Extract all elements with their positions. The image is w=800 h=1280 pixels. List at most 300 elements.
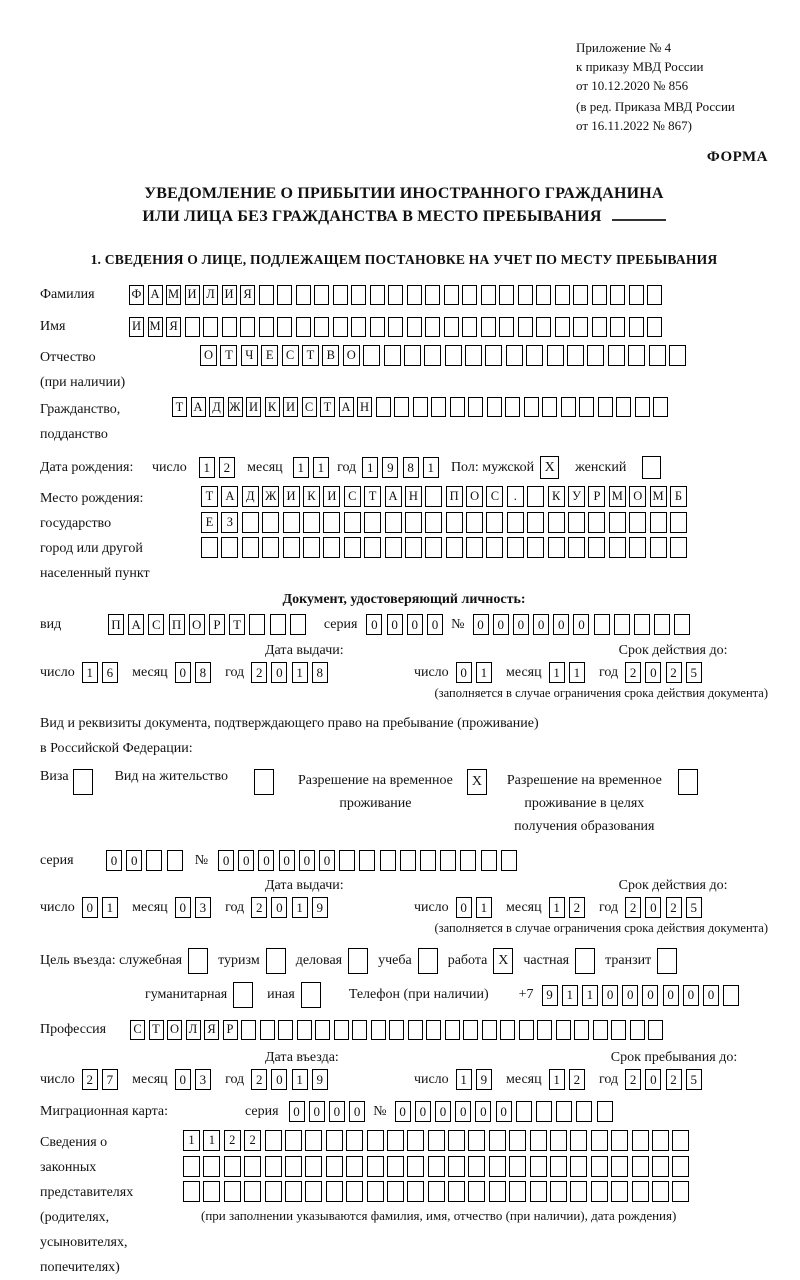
char-cell[interactable]: 3 bbox=[195, 897, 211, 918]
char-cell[interactable]: 0 bbox=[407, 614, 423, 635]
char-cell[interactable] bbox=[315, 1020, 330, 1040]
char-cell[interactable] bbox=[346, 1156, 363, 1177]
char-cell[interactable] bbox=[524, 397, 539, 417]
char-cell[interactable] bbox=[629, 317, 644, 337]
char-cell[interactable]: Я bbox=[240, 285, 255, 305]
char-cell[interactable] bbox=[428, 1181, 445, 1202]
char-cell[interactable] bbox=[550, 1130, 567, 1151]
birth-place-row3-cells[interactable] bbox=[201, 537, 690, 558]
char-cell[interactable] bbox=[507, 512, 524, 533]
char-cell[interactable]: З bbox=[221, 512, 238, 533]
char-cell[interactable]: 0 bbox=[475, 1101, 491, 1122]
char-cell[interactable]: Т bbox=[220, 345, 237, 366]
char-cell[interactable] bbox=[241, 1020, 256, 1040]
char-cell[interactable] bbox=[363, 345, 380, 366]
char-cell[interactable] bbox=[431, 397, 446, 417]
char-cell[interactable]: 0 bbox=[175, 1069, 191, 1090]
char-cell[interactable] bbox=[632, 1181, 649, 1202]
char-cell[interactable] bbox=[489, 1156, 506, 1177]
char-cell[interactable]: Ч bbox=[241, 345, 258, 366]
char-cell[interactable]: Р bbox=[209, 614, 225, 635]
id-number-cells[interactable] bbox=[473, 614, 695, 635]
char-cell[interactable] bbox=[573, 285, 588, 305]
char-cell[interactable] bbox=[446, 537, 463, 558]
char-cell[interactable]: 2 bbox=[224, 1130, 241, 1151]
purpose-transit-checkbox[interactable] bbox=[657, 948, 677, 974]
char-cell[interactable] bbox=[351, 317, 366, 337]
id-series-cells[interactable] bbox=[366, 614, 447, 635]
char-cell[interactable]: О bbox=[200, 345, 217, 366]
char-cell[interactable] bbox=[407, 285, 422, 305]
char-cell[interactable] bbox=[654, 614, 670, 635]
char-cell[interactable] bbox=[221, 537, 238, 558]
char-cell[interactable] bbox=[334, 1020, 349, 1040]
char-cell[interactable] bbox=[463, 1020, 478, 1040]
char-cell[interactable]: 0 bbox=[395, 1101, 411, 1122]
char-cell[interactable]: 0 bbox=[602, 985, 618, 1006]
char-cell[interactable] bbox=[425, 285, 440, 305]
citizenship-cells[interactable] bbox=[172, 397, 672, 417]
char-cell[interactable]: 0 bbox=[271, 1069, 287, 1090]
char-cell[interactable]: 2 bbox=[251, 897, 267, 918]
profession-cells[interactable] bbox=[130, 1020, 667, 1040]
char-cell[interactable]: 0 bbox=[663, 985, 679, 1006]
char-cell[interactable]: 9 bbox=[382, 457, 398, 478]
char-cell[interactable]: С bbox=[130, 1020, 145, 1040]
char-cell[interactable] bbox=[650, 537, 667, 558]
char-cell[interactable] bbox=[481, 285, 496, 305]
char-cell[interactable] bbox=[609, 512, 626, 533]
char-cell[interactable]: 0 bbox=[456, 897, 472, 918]
char-cell[interactable]: О bbox=[167, 1020, 182, 1040]
char-cell[interactable]: К bbox=[265, 397, 280, 417]
char-cell[interactable] bbox=[505, 397, 520, 417]
char-cell[interactable] bbox=[404, 345, 421, 366]
char-cell[interactable] bbox=[500, 1020, 515, 1040]
char-cell[interactable] bbox=[314, 285, 329, 305]
char-cell[interactable] bbox=[574, 1020, 589, 1040]
char-cell[interactable] bbox=[598, 397, 613, 417]
purpose-humanitarian-checkbox[interactable] bbox=[233, 982, 253, 1008]
char-cell[interactable]: А bbox=[221, 486, 238, 507]
char-cell[interactable] bbox=[527, 486, 544, 507]
char-cell[interactable]: А bbox=[385, 486, 402, 507]
char-cell[interactable] bbox=[466, 512, 483, 533]
purpose-tourism-checkbox[interactable] bbox=[266, 948, 286, 974]
char-cell[interactable] bbox=[346, 1181, 363, 1202]
char-cell[interactable]: 2 bbox=[666, 1069, 682, 1090]
char-cell[interactable]: 0 bbox=[319, 850, 335, 871]
char-cell[interactable] bbox=[408, 1020, 423, 1040]
char-cell[interactable]: 2 bbox=[666, 897, 682, 918]
char-cell[interactable] bbox=[305, 1156, 322, 1177]
char-cell[interactable] bbox=[364, 537, 381, 558]
stay-day-cells[interactable] bbox=[456, 1069, 496, 1090]
char-cell[interactable]: О bbox=[466, 486, 483, 507]
char-cell[interactable] bbox=[400, 850, 416, 871]
char-cell[interactable] bbox=[561, 397, 576, 417]
char-cell[interactable]: 0 bbox=[289, 1101, 305, 1122]
char-cell[interactable] bbox=[344, 537, 361, 558]
char-cell[interactable] bbox=[265, 1156, 282, 1177]
char-cell[interactable] bbox=[509, 1181, 526, 1202]
char-cell[interactable] bbox=[611, 1156, 628, 1177]
char-cell[interactable] bbox=[611, 1130, 628, 1151]
char-cell[interactable]: К bbox=[548, 486, 565, 507]
char-cell[interactable] bbox=[277, 285, 292, 305]
char-cell[interactable] bbox=[446, 512, 463, 533]
char-cell[interactable] bbox=[262, 512, 279, 533]
char-cell[interactable] bbox=[260, 1020, 275, 1040]
char-cell[interactable] bbox=[371, 1020, 386, 1040]
purpose-study-checkbox[interactable] bbox=[418, 948, 438, 974]
char-cell[interactable] bbox=[591, 1130, 608, 1151]
char-cell[interactable] bbox=[466, 537, 483, 558]
char-cell[interactable] bbox=[629, 537, 646, 558]
char-cell[interactable]: Ж bbox=[262, 486, 279, 507]
char-cell[interactable] bbox=[597, 1101, 613, 1122]
char-cell[interactable] bbox=[536, 317, 551, 337]
char-cell[interactable]: 8 bbox=[403, 457, 419, 478]
char-cell[interactable] bbox=[420, 850, 436, 871]
char-cell[interactable]: Р bbox=[588, 486, 605, 507]
char-cell[interactable]: 0 bbox=[456, 662, 472, 683]
char-cell[interactable]: И bbox=[222, 285, 237, 305]
char-cell[interactable]: 0 bbox=[683, 985, 699, 1006]
char-cell[interactable]: 2 bbox=[625, 662, 641, 683]
birth-day-cells[interactable] bbox=[199, 457, 239, 478]
char-cell[interactable] bbox=[428, 1156, 445, 1177]
char-cell[interactable]: Т bbox=[364, 486, 381, 507]
char-cell[interactable] bbox=[527, 537, 544, 558]
char-cell[interactable] bbox=[628, 345, 645, 366]
char-cell[interactable]: 0 bbox=[106, 850, 122, 871]
char-cell[interactable]: 0 bbox=[271, 897, 287, 918]
char-cell[interactable] bbox=[570, 1130, 587, 1151]
char-cell[interactable]: П bbox=[108, 614, 124, 635]
char-cell[interactable] bbox=[518, 285, 533, 305]
char-cell[interactable]: 9 bbox=[312, 897, 328, 918]
char-cell[interactable]: Л bbox=[186, 1020, 201, 1040]
purpose-work-checkbox[interactable]: X bbox=[493, 948, 513, 974]
char-cell[interactable] bbox=[407, 1130, 424, 1151]
birth-place-row2-cells[interactable] bbox=[201, 512, 690, 533]
char-cell[interactable] bbox=[555, 285, 570, 305]
char-cell[interactable] bbox=[614, 614, 630, 635]
char-cell[interactable] bbox=[537, 1020, 552, 1040]
char-cell[interactable]: М bbox=[148, 317, 163, 337]
char-cell[interactable]: О bbox=[629, 486, 646, 507]
char-cell[interactable]: 2 bbox=[569, 897, 585, 918]
char-cell[interactable]: 0 bbox=[435, 1101, 451, 1122]
char-cell[interactable] bbox=[530, 1156, 547, 1177]
char-cell[interactable]: Т bbox=[149, 1020, 164, 1040]
char-cell[interactable] bbox=[465, 345, 482, 366]
char-cell[interactable] bbox=[305, 1130, 322, 1151]
char-cell[interactable] bbox=[323, 537, 340, 558]
char-cell[interactable] bbox=[653, 397, 668, 417]
char-cell[interactable] bbox=[588, 537, 605, 558]
name-cells[interactable] bbox=[129, 317, 666, 337]
char-cell[interactable]: О bbox=[189, 614, 205, 635]
char-cell[interactable]: 1 bbox=[292, 662, 308, 683]
char-cell[interactable] bbox=[550, 1181, 567, 1202]
surname-cells[interactable] bbox=[129, 285, 666, 305]
char-cell[interactable]: Д bbox=[209, 397, 224, 417]
char-cell[interactable]: Я bbox=[166, 317, 181, 337]
char-cell[interactable] bbox=[672, 1130, 689, 1151]
char-cell[interactable] bbox=[278, 1020, 293, 1040]
stay-year-cells[interactable] bbox=[625, 1069, 706, 1090]
char-cell[interactable] bbox=[425, 512, 442, 533]
char-cell[interactable] bbox=[579, 397, 594, 417]
char-cell[interactable] bbox=[550, 1156, 567, 1177]
char-cell[interactable]: Т bbox=[229, 614, 245, 635]
char-cell[interactable]: 2 bbox=[244, 1130, 261, 1151]
char-cell[interactable]: 0 bbox=[329, 1101, 345, 1122]
phone-cells[interactable] bbox=[542, 985, 744, 1006]
char-cell[interactable]: 1 bbox=[562, 985, 578, 1006]
char-cell[interactable] bbox=[326, 1181, 343, 1202]
char-cell[interactable]: 1 bbox=[549, 897, 565, 918]
char-cell[interactable] bbox=[376, 397, 391, 417]
id-issue-month-cells[interactable] bbox=[175, 662, 215, 683]
char-cell[interactable] bbox=[652, 1130, 669, 1151]
residence-permit-checkbox[interactable] bbox=[254, 769, 274, 795]
char-cell[interactable] bbox=[185, 317, 200, 337]
char-cell[interactable]: Ф bbox=[129, 285, 144, 305]
res-number-cells[interactable] bbox=[218, 850, 521, 871]
char-cell[interactable]: Н bbox=[405, 486, 422, 507]
char-cell[interactable] bbox=[346, 1130, 363, 1151]
char-cell[interactable] bbox=[290, 614, 306, 635]
char-cell[interactable]: 0 bbox=[279, 850, 295, 871]
char-cell[interactable] bbox=[570, 1156, 587, 1177]
char-cell[interactable] bbox=[146, 850, 162, 871]
char-cell[interactable]: А bbox=[339, 397, 354, 417]
char-cell[interactable] bbox=[364, 512, 381, 533]
char-cell[interactable] bbox=[632, 1130, 649, 1151]
char-cell[interactable]: Т bbox=[320, 397, 335, 417]
char-cell[interactable] bbox=[650, 512, 667, 533]
char-cell[interactable]: С bbox=[344, 486, 361, 507]
char-cell[interactable]: 0 bbox=[258, 850, 274, 871]
char-cell[interactable] bbox=[440, 850, 456, 871]
char-cell[interactable] bbox=[303, 512, 320, 533]
res-series-cells[interactable] bbox=[106, 850, 187, 871]
char-cell[interactable] bbox=[649, 345, 666, 366]
char-cell[interactable] bbox=[445, 1020, 460, 1040]
char-cell[interactable] bbox=[305, 1181, 322, 1202]
char-cell[interactable] bbox=[629, 512, 646, 533]
char-cell[interactable] bbox=[499, 317, 514, 337]
char-cell[interactable]: М bbox=[166, 285, 181, 305]
char-cell[interactable]: 1 bbox=[456, 1069, 472, 1090]
char-cell[interactable] bbox=[407, 1156, 424, 1177]
char-cell[interactable] bbox=[548, 512, 565, 533]
char-cell[interactable]: О bbox=[343, 345, 360, 366]
char-cell[interactable]: Т bbox=[172, 397, 187, 417]
stay-month-cells[interactable] bbox=[549, 1069, 589, 1090]
char-cell[interactable]: К bbox=[303, 486, 320, 507]
char-cell[interactable]: 1 bbox=[569, 662, 585, 683]
char-cell[interactable]: Л bbox=[203, 285, 218, 305]
char-cell[interactable]: Р bbox=[223, 1020, 238, 1040]
char-cell[interactable] bbox=[555, 317, 570, 337]
char-cell[interactable] bbox=[542, 397, 557, 417]
char-cell[interactable] bbox=[428, 1130, 445, 1151]
char-cell[interactable] bbox=[167, 850, 183, 871]
char-cell[interactable] bbox=[425, 317, 440, 337]
char-cell[interactable] bbox=[630, 1020, 645, 1040]
char-cell[interactable]: 0 bbox=[271, 662, 287, 683]
char-cell[interactable]: Я bbox=[204, 1020, 219, 1040]
res-issue-month-cells[interactable] bbox=[175, 897, 215, 918]
char-cell[interactable] bbox=[426, 1020, 441, 1040]
char-cell[interactable] bbox=[462, 285, 477, 305]
char-cell[interactable] bbox=[385, 537, 402, 558]
char-cell[interactable] bbox=[593, 1020, 608, 1040]
char-cell[interactable] bbox=[351, 285, 366, 305]
char-cell[interactable] bbox=[489, 1181, 506, 1202]
char-cell[interactable] bbox=[468, 397, 483, 417]
char-cell[interactable]: 1 bbox=[423, 457, 439, 478]
char-cell[interactable] bbox=[384, 345, 401, 366]
char-cell[interactable] bbox=[591, 1156, 608, 1177]
char-cell[interactable] bbox=[587, 345, 604, 366]
char-cell[interactable]: 0 bbox=[473, 614, 489, 635]
char-cell[interactable]: 0 bbox=[238, 850, 254, 871]
char-cell[interactable] bbox=[244, 1181, 261, 1202]
char-cell[interactable] bbox=[567, 345, 584, 366]
char-cell[interactable]: 0 bbox=[573, 614, 589, 635]
char-cell[interactable]: 0 bbox=[415, 1101, 431, 1122]
char-cell[interactable]: А bbox=[128, 614, 144, 635]
birth-year-cells[interactable] bbox=[362, 457, 443, 478]
char-cell[interactable] bbox=[385, 512, 402, 533]
char-cell[interactable] bbox=[425, 537, 442, 558]
char-cell[interactable]: 0 bbox=[387, 614, 403, 635]
char-cell[interactable] bbox=[568, 512, 585, 533]
char-cell[interactable] bbox=[296, 317, 311, 337]
char-cell[interactable] bbox=[592, 317, 607, 337]
char-cell[interactable] bbox=[367, 1156, 384, 1177]
char-cell[interactable]: Д bbox=[242, 486, 259, 507]
char-cell[interactable] bbox=[468, 1181, 485, 1202]
purpose-other-checkbox[interactable] bbox=[301, 982, 321, 1008]
char-cell[interactable] bbox=[203, 317, 218, 337]
res-valid-year-cells[interactable] bbox=[625, 897, 706, 918]
char-cell[interactable]: Ж bbox=[228, 397, 243, 417]
char-cell[interactable] bbox=[594, 614, 610, 635]
char-cell[interactable] bbox=[629, 285, 644, 305]
char-cell[interactable] bbox=[530, 1130, 547, 1151]
char-cell[interactable] bbox=[509, 1156, 526, 1177]
char-cell[interactable] bbox=[592, 285, 607, 305]
char-cell[interactable]: 9 bbox=[312, 1069, 328, 1090]
char-cell[interactable] bbox=[489, 1130, 506, 1151]
char-cell[interactable] bbox=[445, 345, 462, 366]
char-cell[interactable] bbox=[370, 317, 385, 337]
char-cell[interactable] bbox=[556, 1101, 572, 1122]
char-cell[interactable] bbox=[672, 1156, 689, 1177]
char-cell[interactable] bbox=[222, 317, 237, 337]
char-cell[interactable]: Е bbox=[201, 512, 218, 533]
char-cell[interactable] bbox=[407, 1181, 424, 1202]
temp-residence-edu-checkbox[interactable] bbox=[678, 769, 698, 795]
char-cell[interactable]: 1 bbox=[362, 457, 378, 478]
char-cell[interactable] bbox=[314, 317, 329, 337]
char-cell[interactable]: М bbox=[650, 486, 667, 507]
char-cell[interactable]: И bbox=[323, 486, 340, 507]
id-valid-year-cells[interactable] bbox=[625, 662, 706, 683]
char-cell[interactable] bbox=[647, 285, 662, 305]
char-cell[interactable] bbox=[481, 850, 497, 871]
char-cell[interactable] bbox=[485, 345, 502, 366]
char-cell[interactable] bbox=[344, 512, 361, 533]
char-cell[interactable]: С bbox=[486, 486, 503, 507]
char-cell[interactable] bbox=[407, 317, 422, 337]
char-cell[interactable]: И bbox=[283, 486, 300, 507]
res-valid-day-cells[interactable] bbox=[456, 897, 496, 918]
char-cell[interactable]: П bbox=[446, 486, 463, 507]
char-cell[interactable] bbox=[611, 1020, 626, 1040]
id-issue-day-cells[interactable] bbox=[82, 662, 122, 683]
char-cell[interactable] bbox=[507, 537, 524, 558]
char-cell[interactable]: Н bbox=[357, 397, 372, 417]
entry-year-cells[interactable] bbox=[251, 1069, 332, 1090]
purpose-official-checkbox[interactable] bbox=[188, 948, 208, 974]
char-cell[interactable] bbox=[573, 317, 588, 337]
sex-female-checkbox[interactable] bbox=[642, 456, 661, 479]
char-cell[interactable] bbox=[487, 397, 502, 417]
char-cell[interactable] bbox=[468, 1130, 485, 1151]
char-cell[interactable] bbox=[265, 1130, 282, 1151]
char-cell[interactable] bbox=[285, 1156, 302, 1177]
char-cell[interactable] bbox=[648, 1020, 663, 1040]
char-cell[interactable] bbox=[387, 1181, 404, 1202]
char-cell[interactable]: С bbox=[282, 345, 299, 366]
char-cell[interactable] bbox=[270, 614, 286, 635]
char-cell[interactable] bbox=[448, 1130, 465, 1151]
char-cell[interactable]: 0 bbox=[427, 614, 443, 635]
char-cell[interactable]: 0 bbox=[622, 985, 638, 1006]
char-cell[interactable] bbox=[450, 397, 465, 417]
char-cell[interactable] bbox=[242, 512, 259, 533]
char-cell[interactable] bbox=[652, 1181, 669, 1202]
visa-checkbox[interactable] bbox=[73, 769, 93, 795]
char-cell[interactable] bbox=[183, 1156, 200, 1177]
char-cell[interactable] bbox=[647, 317, 662, 337]
char-cell[interactable] bbox=[388, 317, 403, 337]
char-cell[interactable] bbox=[632, 1156, 649, 1177]
char-cell[interactable] bbox=[526, 345, 543, 366]
char-cell[interactable] bbox=[556, 1020, 571, 1040]
char-cell[interactable] bbox=[244, 1156, 261, 1177]
char-cell[interactable] bbox=[240, 317, 255, 337]
char-cell[interactable]: В bbox=[322, 345, 339, 366]
patronymic-cells[interactable] bbox=[200, 345, 689, 366]
char-cell[interactable]: 0 bbox=[218, 850, 234, 871]
sex-male-checkbox[interactable]: X bbox=[540, 456, 559, 479]
char-cell[interactable]: 5 bbox=[686, 662, 702, 683]
char-cell[interactable]: Е bbox=[261, 345, 278, 366]
char-cell[interactable]: 1 bbox=[293, 457, 309, 478]
char-cell[interactable] bbox=[444, 317, 459, 337]
char-cell[interactable] bbox=[277, 317, 292, 337]
birth-month-cells[interactable] bbox=[293, 457, 333, 478]
char-cell[interactable] bbox=[203, 1181, 220, 1202]
